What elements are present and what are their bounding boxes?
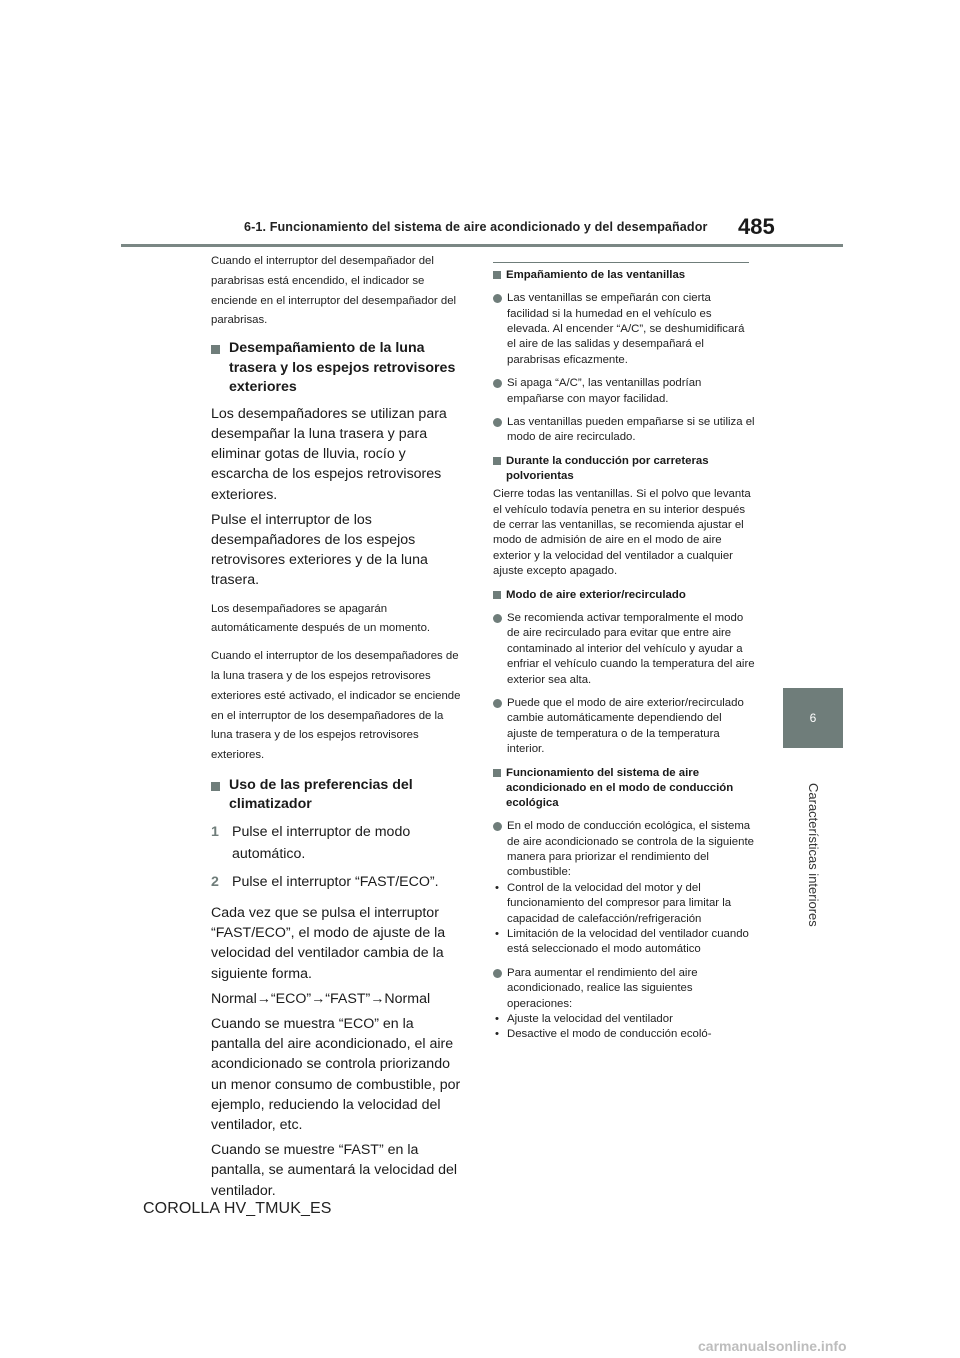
circle-bullet-icon bbox=[493, 614, 502, 623]
mode-sequence: Normal→“ECO”→“FAST”→Normal bbox=[211, 990, 431, 1007]
square-bullet-icon bbox=[493, 457, 501, 465]
paragraph: Pulse el interruptor de los desempañadores de los espejos retrovisores exteriores y de la luna trasera. bbox=[211, 511, 428, 589]
square-bullet-icon bbox=[493, 591, 501, 599]
note: Cuando el interruptor de los desempañadores de la luna trasera y de los espejos retrovisores exteriores esté activado, el indicador se enciende en el interruptor de los desempañadores de la luna trasera y de los espejos retrovisores exteriores. bbox=[211, 650, 461, 762]
paragraph: Cierre todas las ventanillas. Si el polvo que levanta el vehículo todavía penetra en su interior después de cerrar las ventanillas, se recomienda ajustar el modo de admisión de aire en el modo de aire exterior y la velocidad del ventilador a cualquier ajuste excepto apagado. bbox=[493, 488, 751, 578]
square-bullet-icon bbox=[493, 271, 501, 279]
square-bullet-icon bbox=[211, 345, 220, 354]
list-item: Para aumentar el rendimiento del aire acondicionado, realice las siguientes operaciones: bbox=[493, 966, 755, 1012]
paragraph: Cada vez que se pulsa el interruptor “FAST/ECO”, el modo de ajuste de la velocidad del ventilador cambia de la siguiente forma. bbox=[211, 904, 446, 982]
note: Los desempañadores se apagarán automáticamente después de un momento. bbox=[211, 602, 431, 635]
circle-bullet-icon bbox=[493, 822, 502, 831]
sub-list-item: • Desactive el modo de conducción ecoló- bbox=[495, 1028, 712, 1041]
list-item: Se recomienda activar temporalmente el modo de aire recirculado para evitar que entre aire contaminado al interior del vehículo y ayudar a enfriar el vehículo cuando la temperatura del aire exterior sea alta. bbox=[493, 611, 755, 688]
circle-bullet-icon bbox=[493, 699, 502, 708]
list-item: Las ventanillas pueden empañarse si se utiliza el modo de aire recirculado. bbox=[493, 415, 755, 446]
section-heading-climate-preferences: Uso de las preferencias del climatizador bbox=[211, 776, 465, 815]
footer-model-code: COROLLA HV_TMUK_ES bbox=[143, 1200, 332, 1217]
step-number: 1 bbox=[211, 823, 219, 840]
heading-window-fogging: Empañamiento de las ventanillas bbox=[493, 268, 755, 283]
sub-list-item: • Control de la velocidad del motor y del funcionamiento del compresor para limitar la capacidad de calefacción/refrigeración bbox=[495, 881, 732, 925]
list-item: Si apaga “A/C”, las ventanillas podrían empañarse con mayor facilidad. bbox=[493, 376, 755, 407]
chapter-tab: 6 bbox=[783, 688, 843, 748]
list-item: Puede que el modo de aire exterior/recirculado cambie automáticamente dependiendo del ajuste de temperatura o de la temperatura interior. bbox=[493, 696, 755, 758]
circle-bullet-icon bbox=[493, 418, 502, 427]
chapter-label: Características interiores bbox=[806, 783, 821, 927]
page-number: 485 bbox=[738, 214, 775, 239]
sub-list-item: • Limitación de la velocidad del ventilador cuando está seleccionado el modo automático bbox=[495, 928, 749, 956]
sub-list-item: • Ajuste la velocidad del ventilador bbox=[495, 1013, 673, 1026]
list-item: Las ventanillas se empeñarán con cierta facilidad si la humedad en el vehículo es elevada. Al encender “A/C”, se deshumidificará el aire de las salidas y desempañará el parabrisas eficazmente. bbox=[493, 291, 755, 368]
circle-bullet-icon bbox=[493, 294, 502, 303]
paragraph: Cuando se muestre “FAST” en la pantalla, se aumentará la velocidad del ventilador. bbox=[211, 1142, 458, 1199]
section-heading-rear-defogger: Desempañamiento de la luna trasera y los espejos retrovisores exteriores bbox=[211, 339, 465, 398]
heading-eco-mode: Funcionamiento del sistema de aire acondicionado en el modo de conducción ecológica bbox=[493, 766, 755, 812]
heading-air-mode: Modo de aire exterior/recirculado bbox=[493, 588, 755, 603]
header-rule bbox=[121, 244, 843, 247]
column-rule bbox=[493, 262, 749, 263]
circle-bullet-icon bbox=[493, 379, 502, 388]
header-title: 6-1. Funcionamiento del sistema de aire acondicionado y del desempañador bbox=[244, 220, 708, 234]
step-2: 2 Pulse el interruptor “FAST/ECO”. bbox=[211, 871, 465, 893]
intro-note: Cuando el interruptor del desempañador del parabrisas está encendido, el indicador se enciende en el interruptor del desempañador del parabrisas. bbox=[211, 255, 457, 327]
watermark: carmanualsonline.info bbox=[698, 1338, 847, 1354]
heading-dusty-roads: Durante la conducción por carreteras polvorientas bbox=[493, 454, 755, 484]
circle-bullet-icon bbox=[493, 969, 502, 978]
step-number: 2 bbox=[211, 873, 219, 890]
square-bullet-icon bbox=[211, 782, 220, 791]
list-item: En el modo de conducción ecológica, el sistema de aire acondicionado se controla de la siguiente manera para priorizar el rendimiento del combustible: bbox=[493, 819, 755, 881]
square-bullet-icon bbox=[493, 769, 501, 777]
right-column bbox=[493, 262, 755, 1043]
left-column bbox=[211, 252, 465, 1206]
step-1: 1 Pulse el interruptor de modo automático. bbox=[211, 821, 465, 865]
paragraph: Cuando se muestra “ECO” en la pantalla del aire acondicionado, el aire acondicionado se controla priorizando un menor consumo de combustible, por ejemplo, reduciendo la velocidad del ventilador, etc. bbox=[211, 1015, 461, 1133]
paragraph: Los desempañadores se utilizan para desempañar la luna trasera y para eliminar gotas de lluvia, rocío y escarcha de los espejos retrovisores exteriores. bbox=[211, 405, 447, 503]
